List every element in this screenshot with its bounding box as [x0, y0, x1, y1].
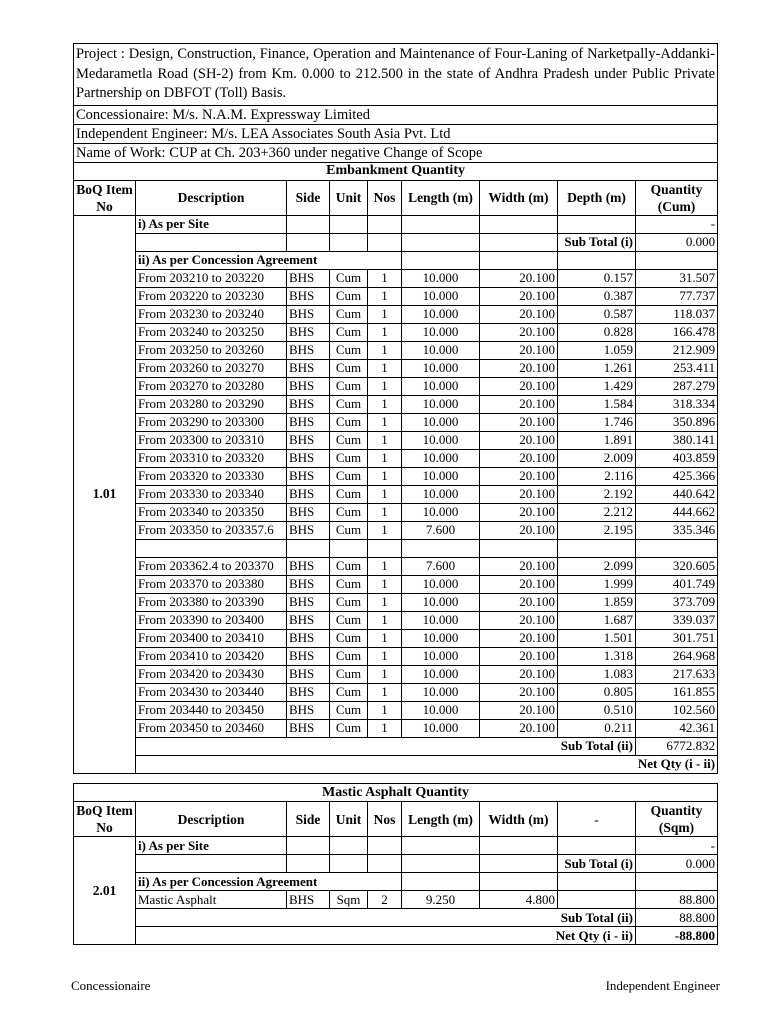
embankment-table — [73, 43, 718, 774]
row-depth: 2.195 — [558, 521, 636, 539]
row-length: 10.000 — [402, 449, 480, 467]
sub-total-i-label: Sub Total (i) — [558, 233, 636, 251]
row-depth: 1.891 — [558, 431, 636, 449]
row-length: 10.000 — [402, 305, 480, 323]
col-description: Description — [136, 802, 287, 837]
row-depth: 0.157 — [558, 269, 636, 287]
row-side — [287, 539, 330, 557]
row-unit: Cum — [330, 305, 368, 323]
row-nos: 1 — [368, 341, 402, 359]
engineer-line: Independent Engineer: M/s. LEA Associates South Asia Pvt. Ltd — [74, 124, 718, 143]
row-unit: Cum — [330, 629, 368, 647]
row-depth: 1.059 — [558, 341, 636, 359]
row-width: 20.100 — [480, 701, 558, 719]
row-width: 20.100 — [480, 629, 558, 647]
row-length: 7.600 — [402, 521, 480, 539]
site-quantity: - — [636, 215, 718, 233]
row-description: From 203210 to 203220 — [136, 269, 287, 287]
row-length: 10.000 — [402, 575, 480, 593]
row-unit: Cum — [330, 575, 368, 593]
row-width: 20.100 — [480, 287, 558, 305]
row-quantity: 320.605 — [636, 557, 718, 575]
row-nos: 1 — [368, 269, 402, 287]
row-description: From 203430 to 203440 — [136, 683, 287, 701]
col-nos: Nos — [368, 180, 402, 215]
row-nos: 1 — [368, 377, 402, 395]
row-length: 10.000 — [402, 359, 480, 377]
row-nos: 1 — [368, 323, 402, 341]
row-width: 20.100 — [480, 377, 558, 395]
row-length: 10.000 — [402, 701, 480, 719]
row-depth: 1.859 — [558, 593, 636, 611]
row-quantity: 212.909 — [636, 341, 718, 359]
row-unit: Cum — [330, 341, 368, 359]
table-row — [74, 359, 718, 377]
footer-independent-engineer: Independent Engineer — [605, 978, 720, 993]
row-side: BHS — [287, 719, 330, 737]
col-description: Description — [136, 180, 287, 215]
row-depth: 2.192 — [558, 485, 636, 503]
row-length: 10.000 — [402, 485, 480, 503]
row-unit: Cum — [330, 269, 368, 287]
row-depth: 1.083 — [558, 665, 636, 683]
row-unit: Cum — [330, 287, 368, 305]
row-length: 10.000 — [402, 431, 480, 449]
row-nos: 1 — [368, 611, 402, 629]
row-width: 20.100 — [480, 269, 558, 287]
row-nos: 1 — [368, 701, 402, 719]
row-side: BHS — [287, 629, 330, 647]
row-quantity: 440.642 — [636, 485, 718, 503]
row-nos: 1 — [368, 503, 402, 521]
row-depth: 2.116 — [558, 467, 636, 485]
table-row — [74, 287, 718, 305]
row-description: From 203310 to 203320 — [136, 449, 287, 467]
sub-total-ii-value: 6772.832 — [636, 737, 718, 755]
row-depth: 0.387 — [558, 287, 636, 305]
col-unit: Unit — [330, 180, 368, 215]
net-qty-value: -88.800 — [636, 927, 718, 945]
row-length: 10.000 — [402, 665, 480, 683]
work-line: Name of Work: CUP at Ch. 203+360 under negative Change of Scope — [74, 143, 718, 162]
row-unit: Cum — [330, 611, 368, 629]
col-blank: - — [558, 802, 636, 837]
row-depth: 0.587 — [558, 305, 636, 323]
as-per-site-label: i) As per Site — [136, 837, 287, 855]
row-side: BHS — [287, 647, 330, 665]
row-length: 10.000 — [402, 395, 480, 413]
row-nos: 1 — [368, 431, 402, 449]
table-row — [74, 539, 718, 557]
row-unit: Cum — [330, 413, 368, 431]
row-unit: Cum — [330, 323, 368, 341]
table-row — [74, 629, 718, 647]
mastic-title: Mastic Asphalt Quantity — [74, 784, 718, 802]
row-width: 20.100 — [480, 449, 558, 467]
row-quantity: 118.037 — [636, 305, 718, 323]
row-nos: 1 — [368, 575, 402, 593]
row-side: BHS — [287, 305, 330, 323]
boq-item-no: 1.01 — [74, 215, 136, 773]
sub-total-ii-label: Sub Total (ii) — [136, 909, 636, 927]
sub-total-ii-value: 88.800 — [636, 909, 718, 927]
table-row — [74, 557, 718, 575]
row-quantity: 77.737 — [636, 287, 718, 305]
row-description: From 203270 to 203280 — [136, 377, 287, 395]
table-row — [74, 593, 718, 611]
col-nos: Nos — [368, 802, 402, 837]
row-description: From 203350 to 203357.6 — [136, 521, 287, 539]
table-row — [74, 377, 718, 395]
row-quantity: 444.662 — [636, 503, 718, 521]
table-row — [74, 665, 718, 683]
sub-total-i-value: 0.000 — [636, 233, 718, 251]
row-width: 20.100 — [480, 683, 558, 701]
row-depth: 0.211 — [558, 719, 636, 737]
table-row — [74, 395, 718, 413]
row-description: From 203320 to 203330 — [136, 467, 287, 485]
row-quantity — [636, 539, 718, 557]
row-depth: 1.999 — [558, 575, 636, 593]
row-nos: 1 — [368, 647, 402, 665]
row-length: 10.000 — [402, 611, 480, 629]
row-description: From 203420 to 203430 — [136, 665, 287, 683]
row-width: 20.100 — [480, 593, 558, 611]
row-length: 10.000 — [402, 341, 480, 359]
row-width: 20.100 — [480, 575, 558, 593]
row-nos: 1 — [368, 521, 402, 539]
row-quantity: 350.896 — [636, 413, 718, 431]
row-unit: Cum — [330, 521, 368, 539]
table-row — [74, 449, 718, 467]
row-length: 10.000 — [402, 593, 480, 611]
row-unit: Cum — [330, 683, 368, 701]
row-quantity: 253.411 — [636, 359, 718, 377]
row-description: From 203280 to 203290 — [136, 395, 287, 413]
row-quantity: 102.560 — [636, 701, 718, 719]
row-side: BHS — [287, 683, 330, 701]
col-unit: Unit — [330, 802, 368, 837]
row-quantity: 373.709 — [636, 593, 718, 611]
row-side: BHS — [287, 575, 330, 593]
row-nos: 1 — [368, 359, 402, 377]
row-unit: Cum — [330, 467, 368, 485]
row-description: From 203370 to 203380 — [136, 575, 287, 593]
row-depth: 0.805 — [558, 683, 636, 701]
row-unit: Cum — [330, 593, 368, 611]
mastic-asphalt-table — [73, 783, 718, 945]
row-quantity: 301.751 — [636, 629, 718, 647]
row-width: 20.100 — [480, 557, 558, 575]
row-description: From 203290 to 203300 — [136, 413, 287, 431]
row-description: From 203250 to 203260 — [136, 341, 287, 359]
net-qty-label: Net Qty (i - ii) — [136, 755, 718, 773]
row-description: Mastic Asphalt — [136, 891, 287, 909]
row-description: From 203450 to 203460 — [136, 719, 287, 737]
row-description: From 203410 to 203420 — [136, 647, 287, 665]
row-nos: 1 — [368, 719, 402, 737]
row-depth: 2.099 — [558, 557, 636, 575]
row-quantity: 42.361 — [636, 719, 718, 737]
row-width: 20.100 — [480, 647, 558, 665]
concessionaire-line: Concessionaire: M/s. N.A.M. Expressway Limited — [74, 105, 718, 124]
row-description: From 203440 to 203450 — [136, 701, 287, 719]
row-side: BHS — [287, 287, 330, 305]
row-length: 9.250 — [402, 891, 480, 909]
row-unit: Sqm — [330, 891, 368, 909]
row-description: From 203300 to 203310 — [136, 431, 287, 449]
row-quantity: 264.968 — [636, 647, 718, 665]
row-side: BHS — [287, 521, 330, 539]
row-quantity: 401.749 — [636, 575, 718, 593]
row-depth: 1.501 — [558, 629, 636, 647]
row-depth: 2.212 — [558, 503, 636, 521]
row-side: BHS — [287, 413, 330, 431]
row-side: BHS — [287, 593, 330, 611]
row-unit: Cum — [330, 485, 368, 503]
row-nos: 1 — [368, 665, 402, 683]
row-length: 10.000 — [402, 629, 480, 647]
row-length: 10.000 — [402, 683, 480, 701]
row-nos: 1 — [368, 593, 402, 611]
row-quantity: 318.334 — [636, 395, 718, 413]
col-depth: Depth (m) — [558, 180, 636, 215]
row-side: BHS — [287, 701, 330, 719]
row-unit: Cum — [330, 701, 368, 719]
row-width: 20.100 — [480, 341, 558, 359]
row-depth: 1.687 — [558, 611, 636, 629]
row-description: From 203340 to 203350 — [136, 503, 287, 521]
row-side: BHS — [287, 359, 330, 377]
table-row — [74, 701, 718, 719]
col-width: Width (m) — [480, 802, 558, 837]
table-row — [74, 611, 718, 629]
row-side: BHS — [287, 665, 330, 683]
row-length: 7.600 — [402, 557, 480, 575]
row-description: From 203220 to 203230 — [136, 287, 287, 305]
row-description: From 203240 to 203250 — [136, 323, 287, 341]
row-side: BHS — [287, 485, 330, 503]
row-side: BHS — [287, 323, 330, 341]
mastic-column-headers — [74, 802, 718, 837]
row-depth: 1.746 — [558, 413, 636, 431]
table-row — [74, 521, 718, 539]
row-depth — [558, 891, 636, 909]
table-row — [74, 575, 718, 593]
row-unit: Cum — [330, 557, 368, 575]
row-side: BHS — [287, 891, 330, 909]
col-quantity: Quantity (Cum) — [636, 180, 718, 215]
row-width: 20.100 — [480, 305, 558, 323]
row-description: From 203260 to 203270 — [136, 359, 287, 377]
row-nos: 1 — [368, 485, 402, 503]
col-width: Width (m) — [480, 180, 558, 215]
table-row — [74, 431, 718, 449]
table-row — [74, 891, 718, 909]
row-description: From 203230 to 203240 — [136, 305, 287, 323]
row-depth: 1.261 — [558, 359, 636, 377]
table-row — [74, 503, 718, 521]
row-quantity: 339.037 — [636, 611, 718, 629]
row-length — [402, 539, 480, 557]
row-length: 10.000 — [402, 323, 480, 341]
site-quantity: - — [636, 837, 718, 855]
row-width: 20.100 — [480, 413, 558, 431]
row-nos: 1 — [368, 467, 402, 485]
sub-total-i-label: Sub Total (i) — [558, 855, 636, 873]
row-side: BHS — [287, 467, 330, 485]
row-nos: 1 — [368, 629, 402, 647]
row-quantity: 166.478 — [636, 323, 718, 341]
table-row — [74, 467, 718, 485]
row-depth: 0.510 — [558, 701, 636, 719]
col-length: Length (m) — [402, 180, 480, 215]
row-side: BHS — [287, 503, 330, 521]
row-width: 20.100 — [480, 611, 558, 629]
row-width: 20.100 — [480, 431, 558, 449]
row-nos: 1 — [368, 305, 402, 323]
row-unit: Cum — [330, 665, 368, 683]
net-qty-label: Net Qty (i - ii) — [136, 927, 636, 945]
row-depth: 1.318 — [558, 647, 636, 665]
row-length: 10.000 — [402, 269, 480, 287]
row-width: 20.100 — [480, 323, 558, 341]
row-quantity: 31.507 — [636, 269, 718, 287]
row-width — [480, 539, 558, 557]
row-depth: 2.009 — [558, 449, 636, 467]
row-length: 10.000 — [402, 503, 480, 521]
row-unit: Cum — [330, 503, 368, 521]
sub-total-i-value: 0.000 — [636, 855, 718, 873]
row-side: BHS — [287, 449, 330, 467]
row-width: 4.800 — [480, 891, 558, 909]
table-row — [74, 269, 718, 287]
row-side: BHS — [287, 377, 330, 395]
embankment-column-headers — [74, 180, 718, 215]
row-unit: Cum — [330, 431, 368, 449]
row-side: BHS — [287, 341, 330, 359]
row-description: From 203362.4 to 203370 — [136, 557, 287, 575]
table-row — [74, 341, 718, 359]
boq-item-no: 2.01 — [74, 837, 136, 945]
embankment-title: Embankment Quantity — [74, 162, 718, 180]
row-nos — [368, 539, 402, 557]
row-quantity: 425.366 — [636, 467, 718, 485]
row-length: 10.000 — [402, 377, 480, 395]
table-row — [74, 413, 718, 431]
row-unit: Cum — [330, 359, 368, 377]
table-row — [74, 485, 718, 503]
row-unit: Cum — [330, 395, 368, 413]
row-side: BHS — [287, 431, 330, 449]
row-width: 20.100 — [480, 485, 558, 503]
row-unit: Cum — [330, 719, 368, 737]
table-row — [74, 719, 718, 737]
col-boq: BoQ Item No — [74, 802, 136, 837]
project-description: Project : Design, Construction, Finance, Operation and Maintenance of Four-Laning of Narketpally-Addanki-Medarametla Road (SH-2) from Km. 0.000 to 212.500 in the state of Andhra Pradesh under Public Private Partnership on DBFOT (Toll) Basis. — [74, 44, 718, 106]
row-description: From 203330 to 203340 — [136, 485, 287, 503]
footer-concessionaire: Concessionaire — [71, 978, 151, 993]
row-length: 10.000 — [402, 647, 480, 665]
col-quantity: Quantity (Sqm) — [636, 802, 718, 837]
row-width: 20.100 — [480, 395, 558, 413]
row-depth: 1.584 — [558, 395, 636, 413]
row-description: From 203380 to 203390 — [136, 593, 287, 611]
row-width: 20.100 — [480, 719, 558, 737]
col-side: Side — [287, 802, 330, 837]
as-per-site-label: i) As per Site — [136, 215, 287, 233]
row-side: BHS — [287, 269, 330, 287]
row-depth: 1.429 — [558, 377, 636, 395]
row-side: BHS — [287, 611, 330, 629]
col-boq: BoQ Item No — [74, 180, 136, 215]
as-per-ca-label: ii) As per Concession Agreement — [136, 873, 368, 891]
row-quantity: 161.855 — [636, 683, 718, 701]
row-width: 20.100 — [480, 521, 558, 539]
row-unit — [330, 539, 368, 557]
row-quantity: 287.279 — [636, 377, 718, 395]
table-row — [74, 305, 718, 323]
row-nos: 1 — [368, 413, 402, 431]
row-width: 20.100 — [480, 665, 558, 683]
row-nos: 1 — [368, 395, 402, 413]
row-depth — [558, 539, 636, 557]
row-description — [136, 539, 287, 557]
row-length: 10.000 — [402, 287, 480, 305]
row-nos: 2 — [368, 891, 402, 909]
row-description: From 203400 to 203410 — [136, 629, 287, 647]
row-unit: Cum — [330, 377, 368, 395]
row-quantity: 380.141 — [636, 431, 718, 449]
row-unit: Cum — [330, 647, 368, 665]
col-length: Length (m) — [402, 802, 480, 837]
row-length: 10.000 — [402, 467, 480, 485]
table-row — [74, 683, 718, 701]
row-side: BHS — [287, 557, 330, 575]
row-nos: 1 — [368, 557, 402, 575]
row-quantity: 217.633 — [636, 665, 718, 683]
row-width: 20.100 — [480, 359, 558, 377]
row-nos: 1 — [368, 287, 402, 305]
row-length: 10.000 — [402, 413, 480, 431]
row-quantity: 403.859 — [636, 449, 718, 467]
as-per-ca-label: ii) As per Concession Agreement — [136, 251, 368, 269]
row-length: 10.000 — [402, 719, 480, 737]
row-quantity: 88.800 — [636, 891, 718, 909]
table-row — [74, 647, 718, 665]
row-depth: 0.828 — [558, 323, 636, 341]
col-side: Side — [287, 180, 330, 215]
row-nos: 1 — [368, 449, 402, 467]
sub-total-ii-label: Sub Total (ii) — [136, 737, 636, 755]
row-quantity: 335.346 — [636, 521, 718, 539]
row-side: BHS — [287, 395, 330, 413]
row-width: 20.100 — [480, 467, 558, 485]
row-width: 20.100 — [480, 503, 558, 521]
row-nos: 1 — [368, 683, 402, 701]
table-row — [74, 323, 718, 341]
row-description: From 203390 to 203400 — [136, 611, 287, 629]
row-unit: Cum — [330, 449, 368, 467]
